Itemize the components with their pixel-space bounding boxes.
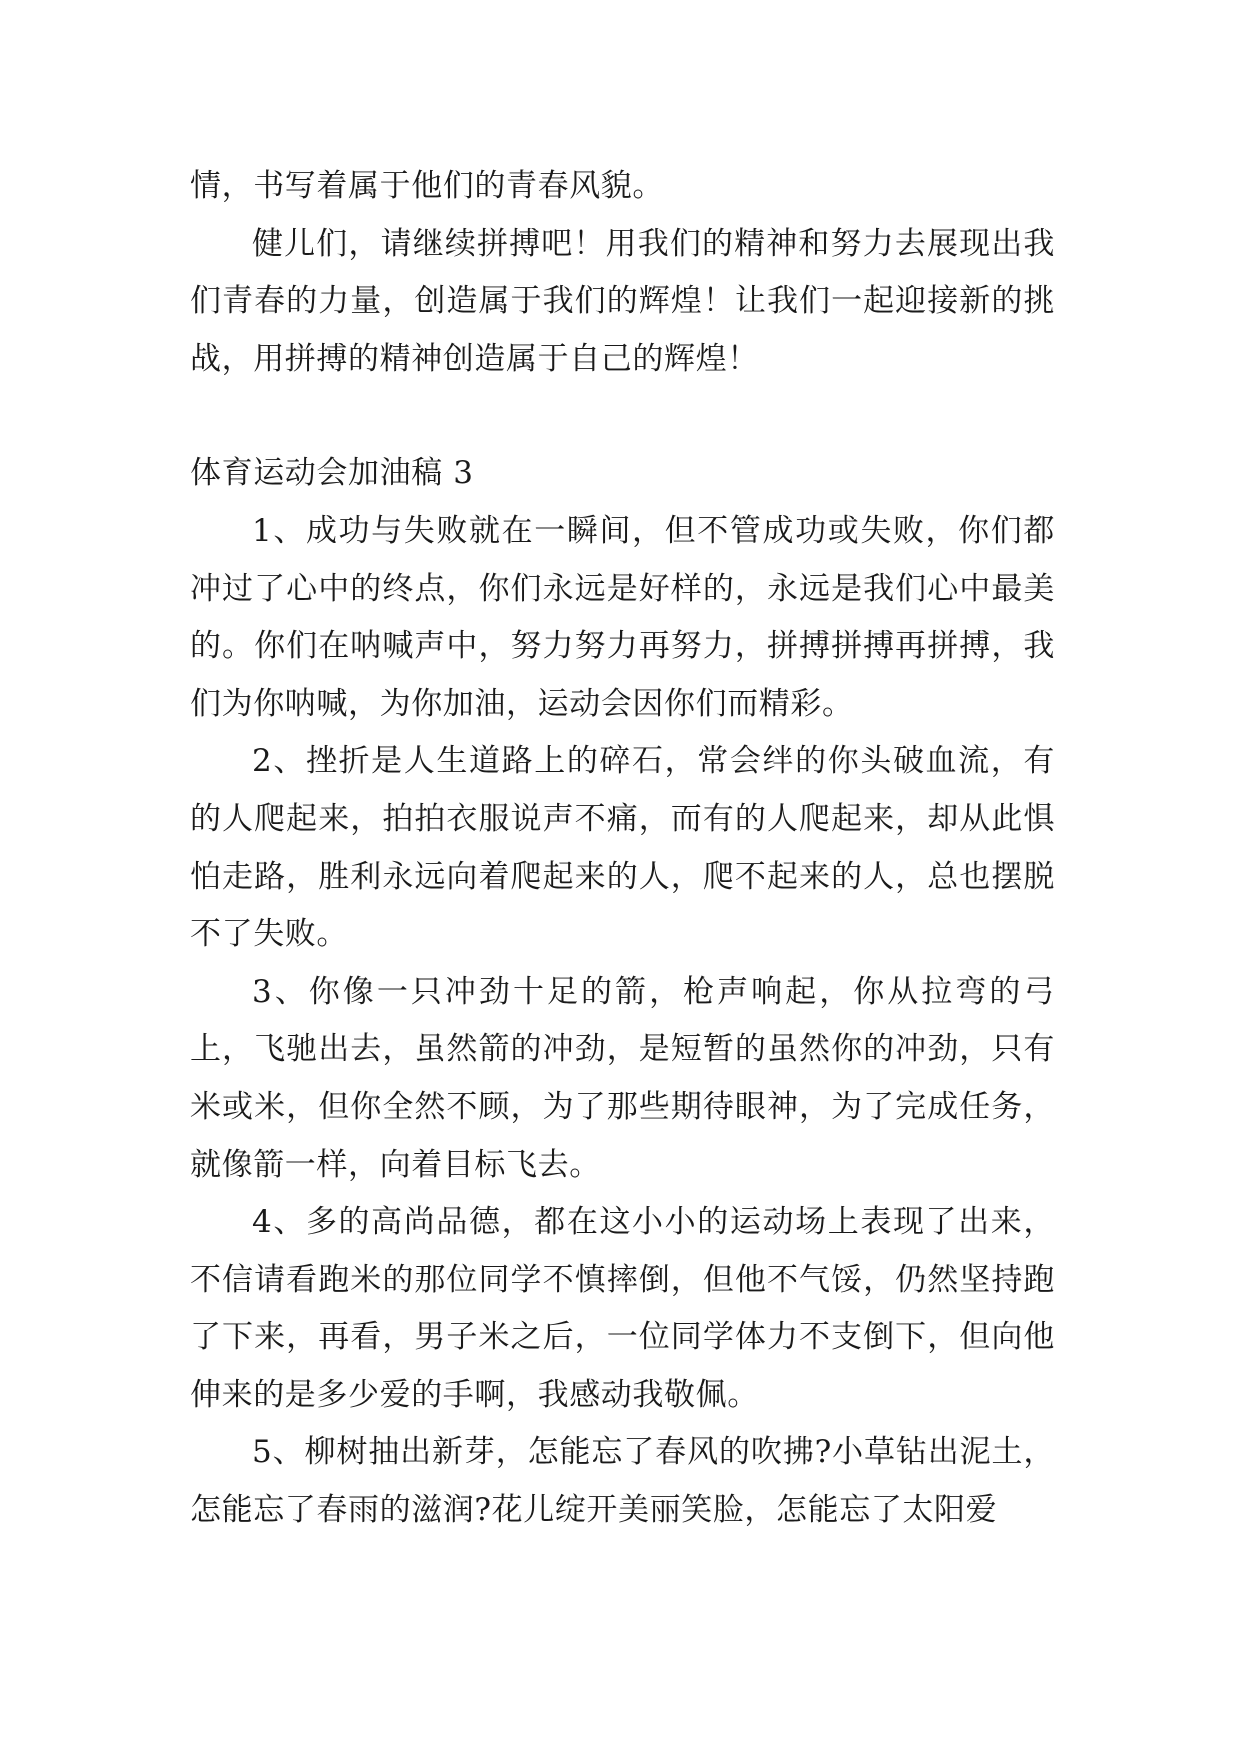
list-item-1: 1、成功与失败就在一瞬间，但不管成功或失败，你们都冲过了心中的终点，你们永远是好样的，永远是我们心中最美的。你们在呐喊声中，努力努力再努力，拼搏拼搏再拼搏，我们为你呐喊，为你加油，运动会因你们而精彩。 xyxy=(190,512,1055,722)
document-body xyxy=(190,158,1055,1540)
list-item-3: 3、你像一只冲劲十足的箭，枪声响起，你从拉弯的弓上，飞驰出去，虽然箭的冲劲，是短暂的虽然你的冲劲，只有米或米，但你全然不顾，为了那些期待眼神，为了完成任务，就像箭一样，向着目标飞去。 xyxy=(190,973,1055,1183)
section-title: 体育运动会加油稿 3 xyxy=(190,455,474,492)
list-item-2: 2、挫折是人生道路上的碎石，常会绊的你头破血流，有的人爬起来，拍拍衣服说声不痛，而有的人爬起来，却从此惧怕走路，胜利永远向着爬起来的人，爬不起来的人，总也摆脱不了失败。 xyxy=(190,743,1055,953)
list-item-4: 4、多的高尚品德，都在这小小的运动场上表现了出来，不信请看跑米的那位同学不慎摔倒，但他不气馁，仍然坚持跑了下来，再看，男子米之后，一位同学体力不支倒下，但向他伸来的是多少爱的手啊，我感动我敬佩。 xyxy=(190,1204,1055,1413)
continued-paragraph: 情，书写着属于他们的青春风貌。 xyxy=(190,168,664,204)
list-item-5: 5、柳树抽出新芽，怎能忘了春风的吹拂?小草钻出泥土，怎能忘了春雨的滋润?花儿绽开美丽笑脸，怎能忘了太阳爱 xyxy=(190,1434,1055,1529)
closing-paragraph: 健儿们，请继续拼搏吧！用我们的精神和努力去展现出我们青春的力量，创造属于我们的辉煌！让我们一起迎接新的挑战，用拼搏的精神创造属于自己的辉煌！ xyxy=(190,225,1055,377)
